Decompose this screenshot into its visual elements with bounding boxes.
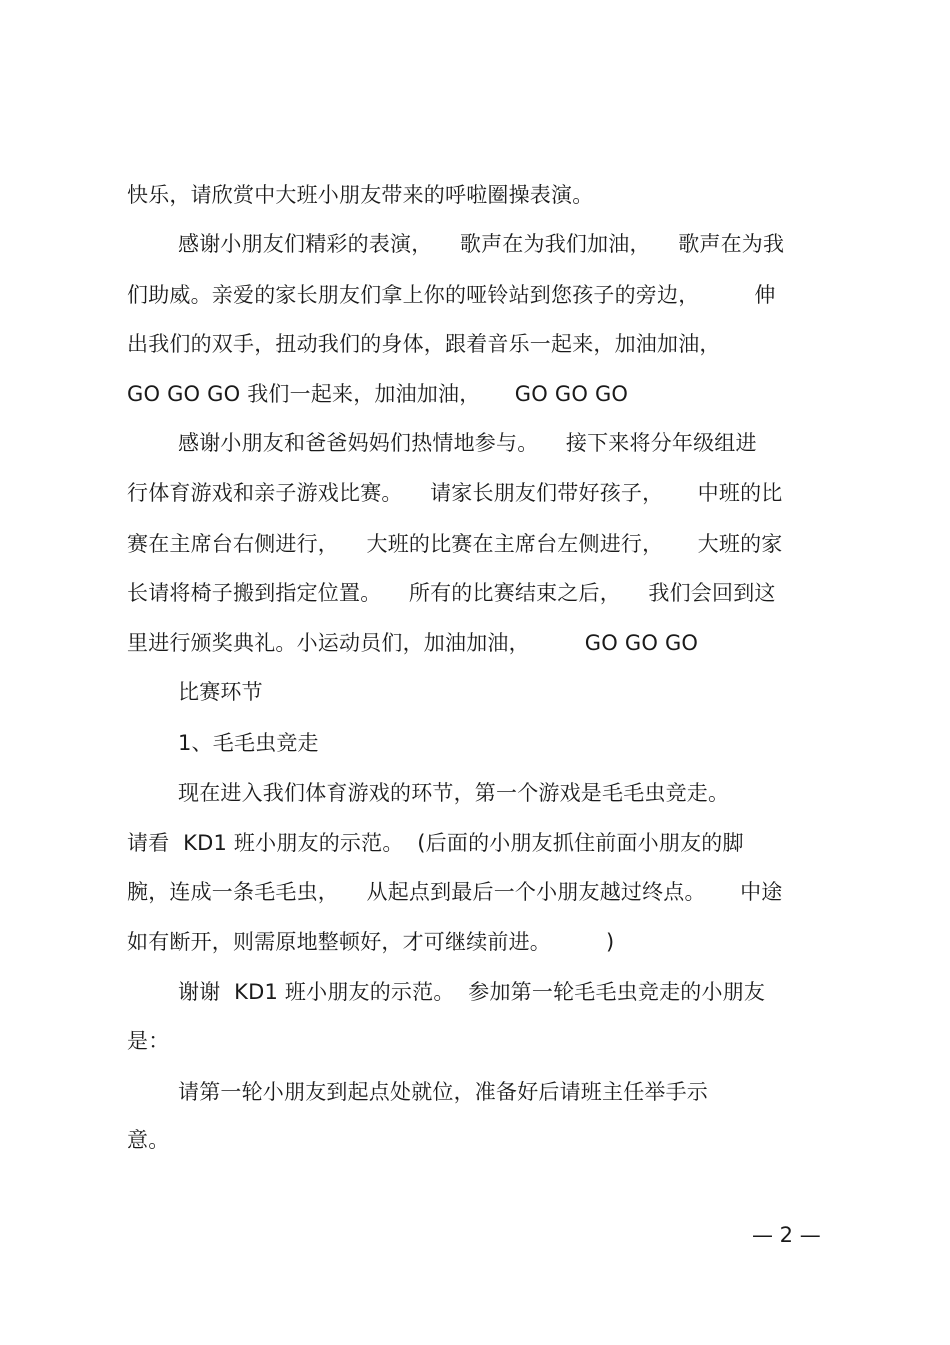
text-line: 感谢小朋友和爸爸妈妈们热情地参与。 接下来将分年级组进 xyxy=(178,431,757,455)
text-line: 快乐，请欣赏中大班小朋友带来的呼啦圈操表演。 xyxy=(127,183,594,207)
text-line: 如有断开，则需原地整顿好，才可继续前进。 ) xyxy=(127,930,615,954)
text-line: 里进行颁奖典礼。小运动员们，加油加油， GO GO GO xyxy=(127,631,699,655)
text-line: 意。 xyxy=(127,1128,170,1152)
text-line: 请看 KD1 班小朋友的示范。 (后面的小朋友抓住前面小朋友的脚 xyxy=(127,831,744,855)
section-heading: 比赛环节 xyxy=(178,680,263,704)
text-line: 们助威。亲爱的家长朋友们拿上你的哑铃站到您孩子的旁边， 伸 xyxy=(127,283,776,307)
text-line: 赛在主席台右侧进行， 大班的比赛在主席台左侧进行， 大班的家 xyxy=(127,532,783,556)
text-line: 出我们的双手，扭动我们的身体，跟着音乐一起来，加油加油， xyxy=(127,332,721,356)
text-line: 行体育游戏和亲子游戏比赛。 请家长朋友们带好孩子， 中班的比 xyxy=(127,481,783,505)
text-line: 是： xyxy=(127,1029,170,1053)
text-line: 感谢小朋友们精彩的表演， 歌声在为我们加油， 歌声在为我 xyxy=(178,232,785,256)
text-line: 现在进入我们体育游戏的环节，第一个游戏是毛毛虫竞走。 xyxy=(178,781,730,805)
text-line: 请第一轮小朋友到起点处就位，准备好后请班主任举手示 xyxy=(178,1080,708,1104)
text-line: 腕，连成一条毛毛虫， 从起点到最后一个小朋友越过终点。 中途 xyxy=(127,880,783,904)
text-line: 长请将椅子搬到指定位置。 所有的比赛结束之后， 我们会回到这 xyxy=(127,581,776,605)
page-number: — 2 — xyxy=(752,1223,821,1247)
text-line: GO GO GO 我们一起来，加油加油， GO GO GO xyxy=(127,382,629,406)
subsection-heading: 1、毛毛虫竞走 xyxy=(178,731,319,755)
text-line: 谢谢 KD1 班小朋友的示范。 参加第一轮毛毛虫竞走的小朋友 xyxy=(178,980,766,1004)
